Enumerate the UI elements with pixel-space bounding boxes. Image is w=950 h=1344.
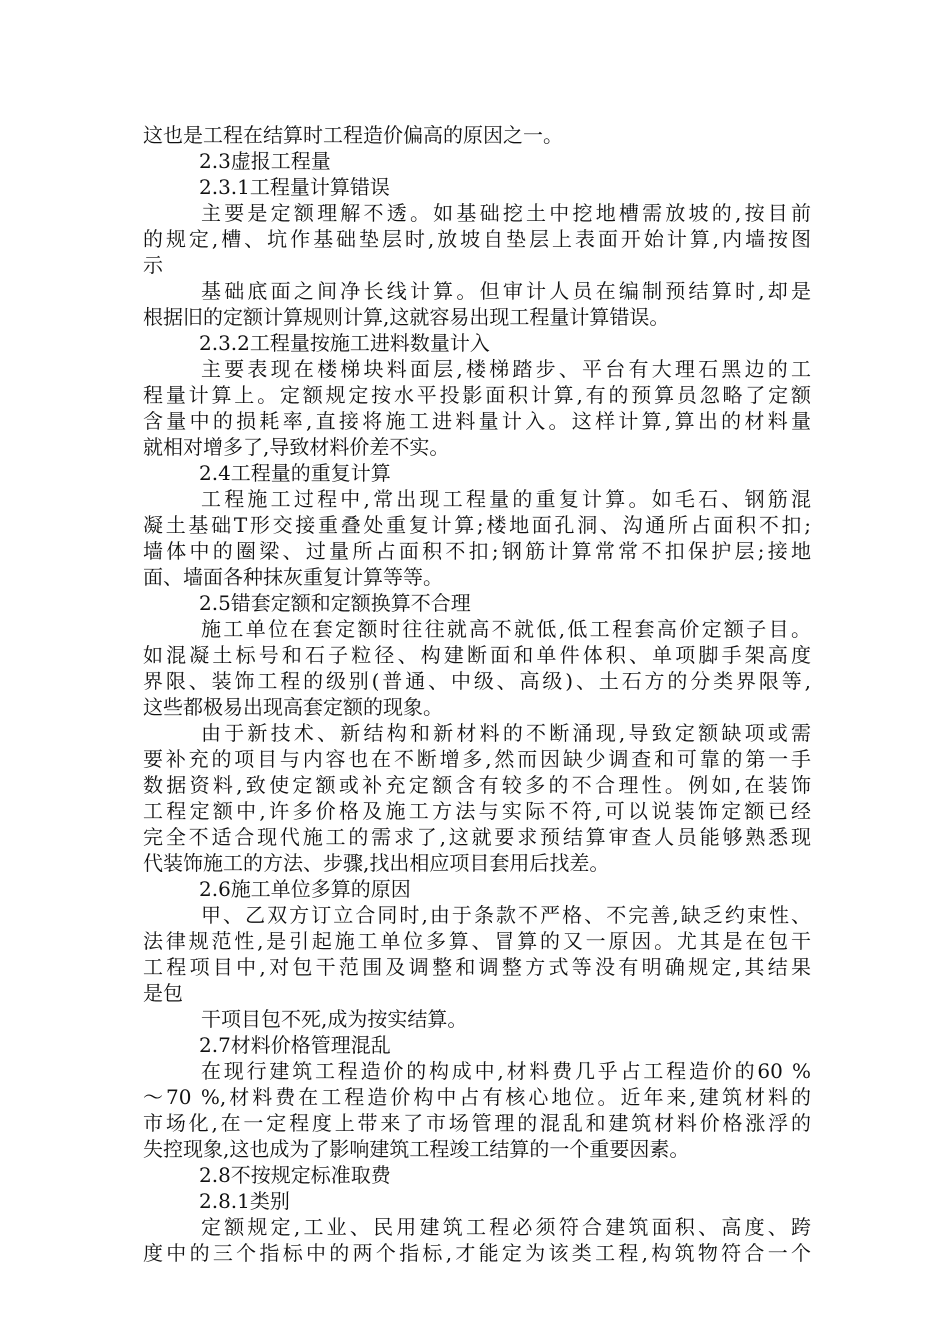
text-line: 在现行建筑工程造价的构成中,材料费几乎占工程造价的60 % <box>201 1059 811 1083</box>
text-line: 2.3.1工程量计算错误 <box>199 175 390 199</box>
document-body <box>143 122 811 1266</box>
text-line: 2.8.1类别 <box>199 1189 290 1213</box>
text-line: 2.8不按规定标准取费 <box>199 1163 391 1187</box>
text-line: 墙体中的圈梁、过量所占面积不扣;钢筋计算常常不扣保护层;接地 <box>143 539 811 563</box>
text-line: 工程施工过程中,常出现工程量的重复计算。如毛石、钢筋混 <box>201 487 811 511</box>
text-line: 含量中的损耗率,直接将施工进料量计入。这样计算,算出的材料量 <box>143 409 811 433</box>
text-line: 凝土基础T形交接重叠处重复计算;楼地面孔洞、沟通所占面积不扣; <box>143 513 811 537</box>
text-line: 数据资料,致使定额或补充定额含有较多的不合理性。例如,在装饰 <box>143 773 811 797</box>
text-line: 度中的三个指标中的两个指标,才能定为该类工程,构筑物符合一个 <box>143 1241 811 1265</box>
text-line: 主要是定额理解不透。如基础挖土中挖地槽需放坡的,按目前 <box>201 201 811 225</box>
text-line: 程量计算上。定额规定按水平投影面积计算,有的预算员忽略了定额 <box>143 383 811 407</box>
text-line: 就相对增多了,导致材料价差不实。 <box>143 435 450 459</box>
text-line: 基础底面之间净长线计算。但审计人员在编制预结算时,却是 <box>201 279 811 303</box>
text-line: 如混凝土标号和石子粒径、构建断面和单件体积、单项脚手架高度 <box>143 643 811 667</box>
text-line: 示 <box>143 253 163 277</box>
text-line: 由于新技术、新结构和新材料的不断涌现,导致定额缺项或需 <box>201 721 811 745</box>
text-line: 要补充的项目与内容也在不断增多,然而因缺少调查和可靠的第一手 <box>143 747 811 771</box>
text-line: 2.3.2工程量按施工进料数量计入 <box>199 331 490 355</box>
text-line: 的规定,槽、坑作基础垫层时,放坡自垫层上表面开始计算,内墙按图 <box>143 227 811 251</box>
text-line: 工程定额中,许多价格及施工方法与实际不符,可以说装饰定额已经 <box>143 799 811 823</box>
text-line: 这些都极易出现高套定额的现象。 <box>143 695 443 719</box>
text-line: 代装饰施工的方法、步骤,找出相应项目套用后找差。 <box>143 851 610 875</box>
text-line: 法律规范性,是引起施工单位多算、冒算的又一原因。尤其是在包干 <box>143 929 811 953</box>
text-line: 主要表现在楼梯块料面层,楼梯踏步、平台有大理石黑边的工 <box>201 357 811 381</box>
text-line: 2.6施工单位多算的原因 <box>199 877 411 901</box>
text-line: 工程项目中,对包干范围及调整和调整方式等没有明确规定,其结果 <box>143 955 811 979</box>
text-line: 完全不适合现代施工的需求了,这就要求预结算审查人员能够熟悉现 <box>143 825 811 849</box>
text-line: 施工单位在套定额时往往就高不就低,低工程套高价定额子目。 <box>201 617 811 641</box>
text-line: 干项目包不死,成为按实结算。 <box>201 1007 468 1031</box>
text-line: 2.5错套定额和定额换算不合理 <box>199 591 471 615</box>
text-line: 甲、乙双方订立合同时,由于条款不严格、不完善,缺乏约束性、 <box>201 903 811 927</box>
text-line: 面、墙面各种抹灰重复计算等等。 <box>143 565 443 589</box>
text-line: 定额规定,工业、民用建筑工程必须符合建筑面积、高度、跨 <box>201 1215 811 1239</box>
text-line: 是包 <box>143 981 183 1005</box>
text-line: ～70 %,材料费在工程造价构中占有核心地位。近年来,建筑材料的 <box>143 1085 811 1109</box>
text-line: 这也是工程在结算时工程造价偏高的原因之一。 <box>143 123 563 147</box>
text-line: 2.7材料价格管理混乱 <box>199 1033 391 1057</box>
text-line: 失控现象,这也成为了影响建筑工程竣工结算的一个重要因素。 <box>143 1137 690 1161</box>
text-line: 根据旧的定额计算规则计算,这就容易出现工程量计算错误。 <box>143 305 670 329</box>
text-line: 2.3虚报工程量 <box>199 149 331 173</box>
text-line: 市场化,在一定程度上带来了市场管理的混乱和建筑材料价格涨浮的 <box>143 1111 811 1135</box>
text-line: 2.4工程量的重复计算 <box>199 461 391 485</box>
text-line: 界限、装饰工程的级别(普通、中级、高级)、土石方的分类界限等, <box>143 669 811 693</box>
